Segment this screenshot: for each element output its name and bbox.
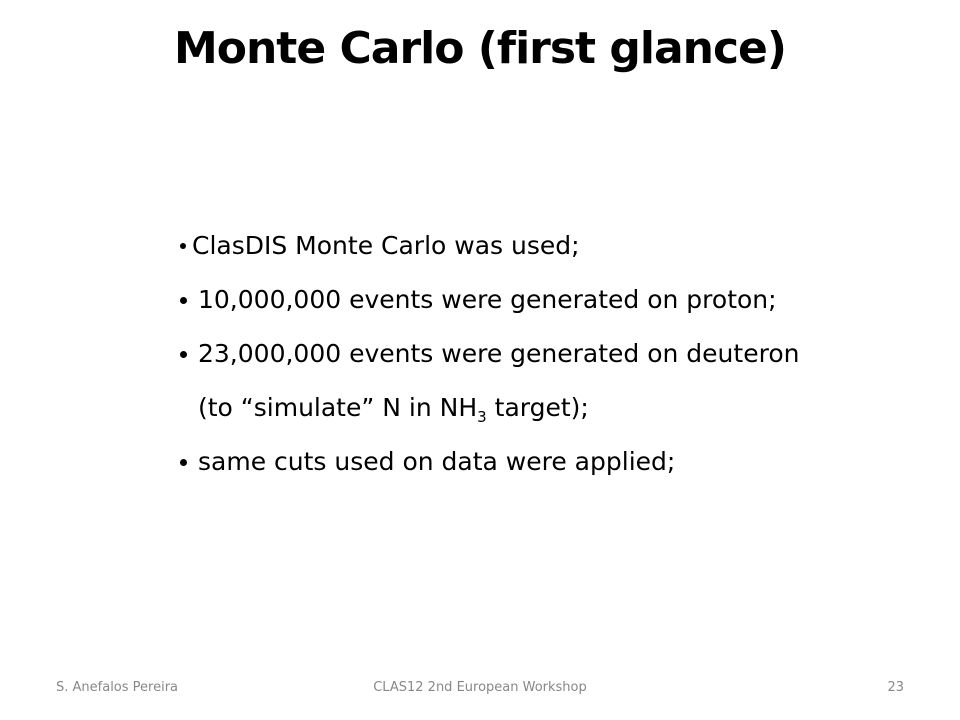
bullet-dot-icon [180, 297, 187, 304]
footer-page-number: 23 [887, 680, 904, 695]
bullet-text-after-subscript: target); [486, 393, 589, 422]
slide-title: Monte Carlo (first glance) [173, 23, 787, 74]
footer-event: CLAS12 2nd European Workshop [373, 680, 587, 695]
bullet-continuation [180, 380, 589, 434]
bullet-text: same cuts used on data were applied; [198, 447, 676, 476]
bullet-item [180, 326, 799, 380]
bullet-dot-icon [180, 351, 187, 358]
subscript-text: 3 [477, 408, 487, 426]
bullet-dot-icon [180, 243, 186, 249]
bullet-item [180, 272, 777, 326]
bullet-dot-icon [180, 459, 187, 466]
bullet-text: ClasDIS Monte Carlo was used; [192, 231, 580, 260]
bullet-item [180, 434, 675, 488]
footer-author: S. Anefalos Pereira [56, 680, 179, 695]
bullet-text: 10,000,000 events were generated on proton; [198, 285, 777, 314]
bullet-text-before-subscript: (to “simulate” N in NH [198, 393, 478, 422]
bullet-text: 23,000,000 events were generated on deuteron [198, 339, 800, 368]
bullet-text-continuation [198, 393, 589, 426]
bullet-item [180, 218, 580, 272]
